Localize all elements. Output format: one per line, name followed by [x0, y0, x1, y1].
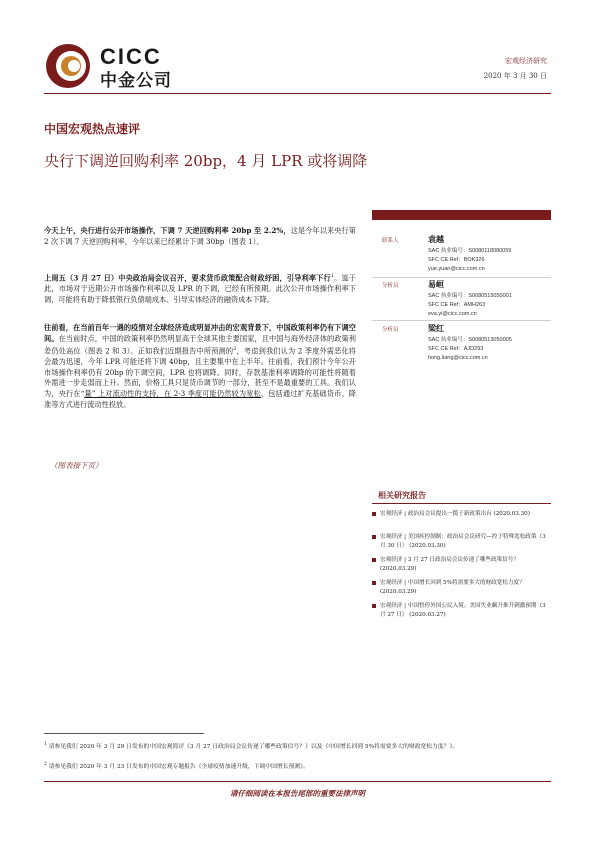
related-report-date: (2020.03.29)	[380, 588, 417, 595]
author-divider	[372, 277, 551, 278]
report-date: 2020 年 3 月 30 日	[483, 72, 547, 80]
related-report-title: 宏观经济 | 政治局会议提出一揽子新政策出台	[380, 511, 492, 517]
see-next-page-note: （图表接下页）	[50, 461, 103, 470]
bullet-icon	[372, 512, 376, 516]
cicc-logo-icon	[44, 42, 92, 90]
related-report-item[interactable]	[380, 533, 548, 550]
related-report-title: 宏观经济 | 中国暂停外国公民入境；美国失业飙升推升刺激预期（3 月 27 日）	[380, 603, 546, 618]
footer-divider	[44, 781, 551, 782]
author-sac: SAC 执业编号：S0080118080059	[428, 248, 512, 254]
author-role: 分析员	[382, 327, 399, 333]
footnote-number: 2	[44, 762, 47, 767]
legal-disclaimer-note: 请仔细阅读在本报告尾部的重要法律声明	[230, 789, 365, 798]
bullet-icon	[372, 604, 376, 608]
report-category: 宏观经济研究	[505, 57, 547, 65]
related-reports-divider	[372, 503, 551, 504]
related-report-title: 宏观经济 | 美国疾控制制：政治局会议研究—控于特殊宽松政策（3 月 30 日）	[380, 534, 546, 549]
header-divider	[44, 93, 551, 94]
footnote-divider	[44, 733, 204, 734]
related-report-item[interactable]	[380, 602, 548, 619]
logo-text-cn: 中金公司	[100, 71, 172, 91]
footnote-number: 1	[44, 742, 47, 747]
paragraph-3-underlined: 量” 上对流动性的支持，在 2-3 季度可能仍然较为宽松	[84, 388, 261, 398]
related-report-title: 宏观经济 | 中国增长回到 5%将需要多大的财政宽松力度？	[380, 580, 525, 586]
page-title: 央行下调逆回购利率 20bp，4 月 LPR 或将调降	[44, 152, 368, 170]
author-sac: SAC 执业编号：S0080515050001	[428, 293, 512, 299]
paragraph-3-text: 在当前时点，中国的政策利率仍然明显高于全球其他主要国家，且中国与海外经济体的政策利差仍处高位（图表 2 和 3）。正如我们近期报告中所预测的	[44, 333, 356, 356]
author-role: 分析员	[382, 283, 399, 289]
related-report-date: (2020.03.30)	[409, 542, 446, 549]
author-name: 袁越	[428, 234, 444, 244]
paragraph-3-text-2: ，考虑到我们认为 2 季度外需恶化将会最为迅速，今年 LPR 可能还将下调 40bp，且主要集中在上半年。往前看，我们预计今年公开市场操作利率仍有 20bp 的下调空间，LPR 也将调降。同时，存款基准利率调降的可能性将随着外需进一步走弱而上升。然而，价格工具只是货币调节的一部分，甚至不是最重要的工具。我们认为，央行在“	[44, 346, 356, 398]
related-report-title: 宏观经济 | 3 月 27 日政治局会议传递了哪些政策信号？	[380, 557, 519, 563]
paragraph-3-end: ，包括通过扩充基础货币、降准等方式进行流动性投放。	[44, 388, 356, 409]
related-report-date: (2020.03.30)	[493, 511, 530, 517]
author-email[interactable]: eva.yi@cicc.com.cn	[428, 311, 477, 317]
footnote-2	[44, 760, 554, 772]
paragraph-3-lead: 往前看，在当前百年一遇的疫情对全球经济造成明显冲击的宏观背景下，中国政策利率仍有下调空间。	[44, 323, 356, 343]
logo-text-en: CICC	[100, 44, 162, 69]
series-title: 中国宏观热点速评	[44, 122, 141, 136]
author-sfc: SFC CE Ref：AMH263	[428, 302, 486, 308]
paragraph-1	[44, 226, 356, 247]
paragraph-3	[44, 323, 356, 410]
footnote-text: 请参见我们 2020 年 3 月 29 日发布的中国宏观简评《3 月 27 日政治局会议传递了哪些政策信号？》以及《中国增长回到 5%将需要多大的财政宽松力度？》。	[48, 743, 459, 750]
author-sfc: SFC CE Ref：BOK326	[428, 257, 485, 263]
related-report-date: (2020.03.27)	[409, 611, 446, 618]
author-email[interactable]: hong.liang@cicc.com.cn	[428, 355, 488, 361]
author-role: 联系人	[382, 238, 399, 244]
author-name: 梁红	[428, 323, 444, 333]
paragraph-1-text: 这是今年以来央行第 2 次下调 7 天逆回购利率，今年以来已经累计下调 30bp（图表 1）。	[44, 226, 356, 246]
author-name: 易峘	[428, 279, 444, 289]
paragraph-1-lead: 今天上午，央行进行公开市场操作，下调 7 天逆回购利率 20bp 至 2.2%，	[44, 226, 291, 235]
footnote-ref-1[interactable]: 1	[330, 273, 334, 279]
related-report-item[interactable]	[380, 510, 548, 519]
author-panel-bar	[372, 210, 551, 220]
related-report-item[interactable]	[380, 556, 548, 573]
footnote-1	[44, 740, 554, 752]
paragraph-2-lead: 上周五（3 月 27 日）中央政治局会议召开，要求货币政策配合财政纾困，引导利率下行	[44, 273, 331, 283]
author-email[interactable]: yue.yuan@cicc.com.cn	[428, 266, 485, 272]
author-divider	[372, 320, 551, 321]
author-sac: SAC 执业编号：S0080513050005	[428, 337, 512, 343]
related-report-item[interactable]	[380, 579, 548, 596]
footnote-ref-2[interactable]: 2	[233, 346, 237, 353]
related-reports-title: 相关研究报告	[378, 490, 426, 500]
bullet-icon	[372, 558, 376, 562]
bullet-icon	[372, 535, 376, 539]
related-report-date: (2020.03.29)	[380, 565, 417, 572]
paragraph-2-text: 。鉴于此，市场对于近期公开市场操作利率以及 LPR 的下调，已经有所预期。此次公开市场操作利率下调，可能将有助于降低银行负债端成本、引导实体经济的融资成本下降。	[44, 273, 356, 304]
bullet-icon	[372, 581, 376, 585]
author-sfc: SFC CE Ref：AJD293	[428, 346, 484, 352]
paragraph-2	[44, 271, 356, 305]
footnote-text: 请参见我们 2020 年 3 月 23 日发布的中国宏观专题报告《全球疫情加速升级，下调中国增长预测》。	[48, 763, 309, 770]
